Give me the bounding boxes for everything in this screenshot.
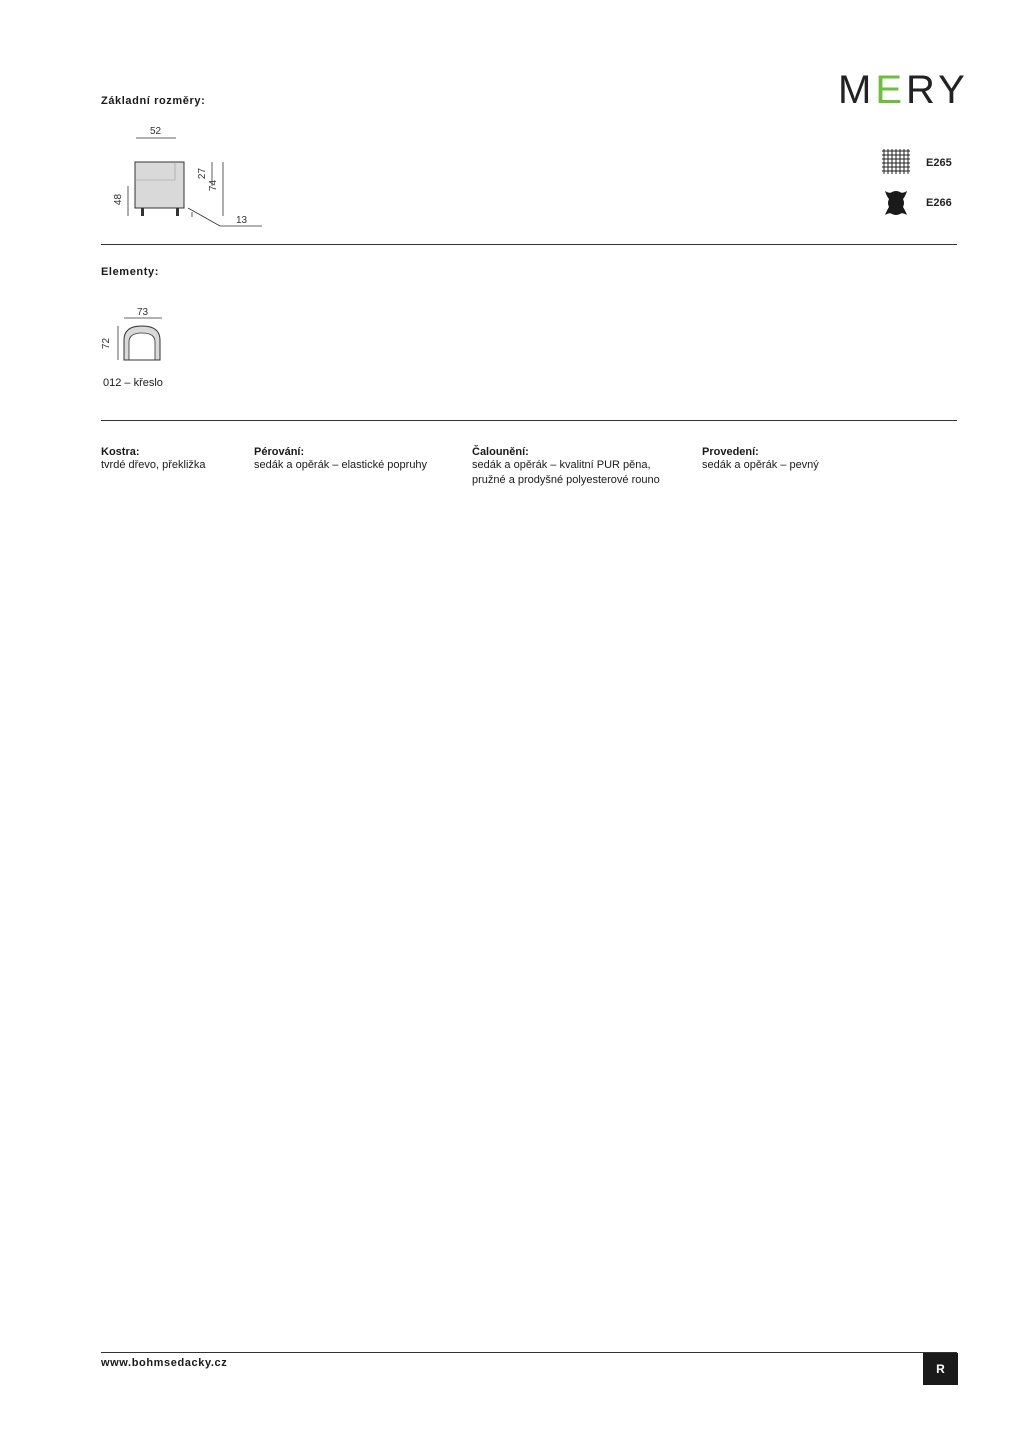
- front-leg: [141, 208, 144, 216]
- leather-hide-icon: [881, 188, 911, 218]
- elements-title: Elementy:: [101, 266, 159, 278]
- logo-prefix: M: [838, 68, 876, 112]
- section-divider-1: [101, 244, 957, 245]
- dim-seat-height: 48: [113, 193, 125, 206]
- spec-springs-text: sedák a opěrák – elastické popruhy: [254, 459, 428, 471]
- spec-springs-title: Pérování:: [254, 446, 305, 458]
- material-code-fabric: E265: [926, 157, 952, 169]
- armchair-body-side: [135, 162, 184, 208]
- material-code-leather: E266: [926, 197, 952, 209]
- element-dim-width: 73: [137, 307, 149, 318]
- dim-total-height: 74: [208, 179, 220, 192]
- element-dim-depth: 72: [101, 337, 113, 350]
- spec-finish-title: Provedení:: [702, 446, 759, 458]
- section-divider-2: [101, 420, 957, 421]
- recline-angle-line: [188, 208, 220, 226]
- spec-springs: [254, 446, 427, 473]
- spec-finish: [702, 446, 819, 473]
- basic-dimensions-title: Základní rozměry:: [101, 95, 206, 107]
- spec-frame-text: tvrdé dřevo, překližka: [101, 459, 206, 471]
- footer-website-link[interactable]: www.bohmsedacky.cz: [101, 1357, 228, 1369]
- logo-accent-letter: E: [875, 68, 907, 112]
- back-leg: [176, 208, 179, 216]
- dim-backrest: 27: [197, 167, 209, 180]
- spec-frame-title: Kostra:: [101, 446, 140, 458]
- dim-recline: 13: [236, 215, 248, 226]
- fabric-weave-icon: [880, 148, 912, 176]
- spec-upholstery-title: Čalounění:: [472, 446, 529, 458]
- logo-suffix: RY: [906, 68, 969, 112]
- spec-upholstery: [472, 446, 660, 488]
- spec-finish-text: sedák a opěrák – pevný: [702, 459, 819, 471]
- spec-frame: [101, 446, 206, 473]
- spec-upholstery-text-1: sedák a opěrák – kvalitní PUR pěna,: [472, 459, 651, 471]
- spec-upholstery-text-2: pružné a prodyšné polyesterové rouno: [472, 474, 660, 486]
- element-caption: 012 – křeslo: [103, 377, 163, 389]
- armchair-top-view: [112, 312, 172, 364]
- page-tab-label: R: [923, 1353, 958, 1385]
- dim-width: 52: [150, 126, 162, 137]
- brand-logo: [838, 68, 969, 113]
- footer-divider: [101, 1352, 957, 1353]
